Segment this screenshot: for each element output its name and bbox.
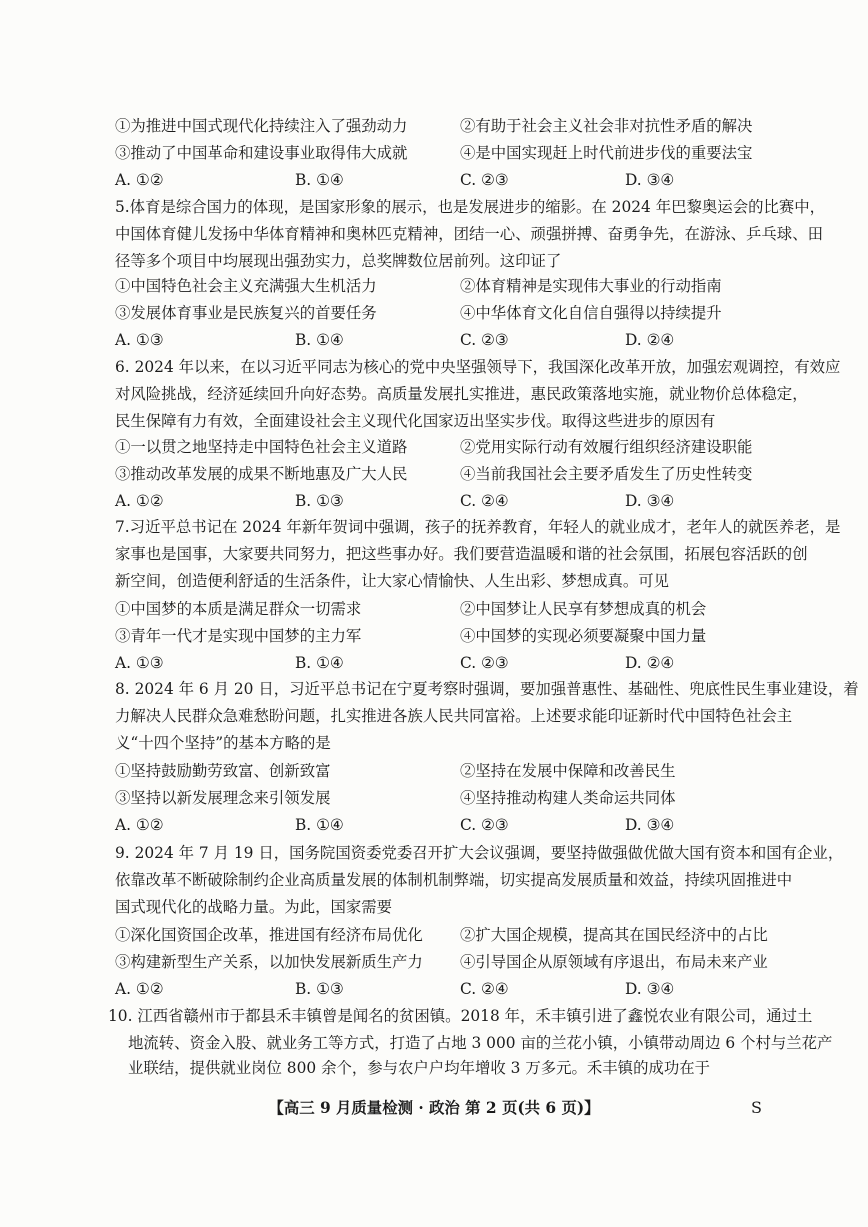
q4-option-4: ④是中国实现赶上时代前进步伐的重要法宝 — [460, 144, 753, 162]
footer-version-mark: S — [751, 1098, 762, 1117]
q7-option-4: ④中国梦的实现必须要凝聚中国力量 — [460, 627, 707, 645]
q9-stem-line-3: 国式现代化的战略力量。为此，国家需要 — [115, 898, 393, 916]
q6-stem-line-2: 对风险挑战，经济延续回升向好态势。高质量发展扎实推进，惠民政策落地实施，就业物价总体稳定， — [115, 385, 808, 403]
q6-answer-a: A. ①② — [115, 492, 164, 510]
q7-option-2: ②中国梦让人民享有梦想成真的机会 — [460, 600, 707, 618]
q5-answer-c: C. ②③ — [460, 331, 509, 349]
q5-option-4: ④中华体育文化自信自强得以持续提升 — [460, 304, 722, 322]
q6-option-4: ④当前我国社会主要矛盾发生了历史性转变 — [460, 465, 753, 483]
q9-answer-c: C. ②④ — [460, 980, 509, 998]
q5-stem-line-1: 5.体育是综合国力的体现，是国家形象的展示，也是发展进步的缩影。在 2024 年巴黎奥运会的比赛中， — [115, 198, 826, 216]
q7-stem-line-2: 家事也是国事，大家要共同努力，把这些事办好。我们要营造温暖和谐的社会氛围，拓展包容活跃的创 — [115, 545, 808, 563]
q9-answer-b: B. ①③ — [295, 980, 344, 998]
q8-option-4: ④坚持推动构建人类命运共同体 — [460, 789, 676, 807]
q8-answer-a: A. ①② — [115, 816, 164, 834]
q9-option-2: ②扩大国企规模，提高其在国民经济中的占比 — [460, 926, 768, 944]
q6-answer-c: C. ②④ — [460, 492, 509, 510]
q8-stem-line-3: 义“十四个坚持”的基本方略的是 — [115, 734, 331, 752]
q6-option-2: ②党用实际行动有效履行组织经济建设职能 — [460, 438, 753, 456]
q7-stem-line-1: 7.习近平总书记在 2024 年新年贺词中强调，孩子的抚养教育，年轻人的就业成才，老年人的就医养老，是 — [115, 518, 841, 536]
q9-stem-line-2: 依靠改革不断破除制约企业高质量发展的体制机制弊端，切实提高发展质量和效益，持续巩固推进中 — [115, 871, 793, 889]
q5-answer-d: D. ②④ — [625, 331, 675, 349]
q4-answer-b: B. ①④ — [295, 171, 344, 189]
q7-option-1: ①中国梦的本质是满足群众一切需求 — [115, 600, 362, 618]
q4-answer-c: C. ②③ — [460, 171, 509, 189]
q7-answer-d: D. ②④ — [625, 654, 675, 672]
q5-stem-line-3: 径等多个项目中均展现出强劲实力，总奖牌数位居前列。这印证了 — [115, 252, 562, 270]
q9-answer-d: D. ③④ — [625, 980, 675, 998]
q6-option-3: ③推动改革发展的成果不断地惠及广大人民 — [115, 465, 408, 483]
q8-stem-line-1: 8. 2024 年 6 月 20 日，习近平总书记在宁夏考察时强调，要加强普惠性、基础性、兜底性民生事业建设，着 — [115, 680, 859, 698]
q10-stem-line-1: 10. 江西省赣州市于都县禾丰镇曾是闻名的贫困镇。2018 年，禾丰镇引进了鑫悦农业有限公司，通过土 — [108, 1007, 813, 1025]
q6-option-1: ①一以贯之地坚持走中国特色社会主义道路 — [115, 438, 408, 456]
q4-answer-a: A. ①② — [115, 171, 164, 189]
q5-option-1: ①中国特色社会主义充满强大生机活力 — [115, 277, 377, 295]
q7-option-3: ③青年一代才是实现中国梦的主力军 — [115, 627, 362, 645]
q6-answer-d: D. ③④ — [625, 492, 675, 510]
q6-answer-b: B. ①③ — [295, 492, 344, 510]
q9-option-4: ④引导国企从原领域有序退出，布局未来产业 — [460, 953, 768, 971]
q5-option-2: ②体育精神是实现伟大事业的行动指南 — [460, 277, 722, 295]
q10-stem-line-3: 业联结，提供就业岗位 800 余个，参与农户户均年增收 3 万多元。禾丰镇的成功在于 — [128, 1059, 711, 1077]
q6-stem-line-1: 6. 2024 年以来，在以习近平同志为核心的党中央坚强领导下，我国深化改革开放，加强宏观调控，有效应 — [115, 358, 841, 376]
page-footer: 【高三 9 月质量检测 · 政治 第 2 页(共 6 页)】 — [268, 1099, 600, 1117]
q4-answer-d: D. ③④ — [625, 171, 675, 189]
q10-stem-line-2: 地流转、资金入股、就业务工等方式，打造了占地 3 000 亩的兰花小镇，小镇带动周边 6 个村与兰花产 — [128, 1034, 833, 1052]
q7-answer-b: B. ①④ — [295, 654, 344, 672]
q5-option-3: ③发展体育事业是民族复兴的首要任务 — [115, 304, 377, 322]
q4-option-2: ②有助于社会主义社会非对抗性矛盾的解决 — [460, 117, 753, 135]
q5-answer-b: B. ①④ — [295, 331, 344, 349]
q7-answer-a: A. ①③ — [115, 654, 164, 672]
q7-stem-line-3: 新空间，创造便利舒适的生活条件，让大家心情愉快、人生出彩、梦想成真。可见 — [115, 572, 670, 590]
q8-option-1: ①坚持鼓励勤劳致富、创新致富 — [115, 762, 331, 780]
q9-answer-a: A. ①② — [115, 980, 164, 998]
q8-option-2: ②坚持在发展中保障和改善民生 — [460, 762, 676, 780]
q8-answer-d: D. ③④ — [625, 816, 675, 834]
q8-option-3: ③坚持以新发展理念来引领发展 — [115, 789, 331, 807]
q7-answer-c: C. ②③ — [460, 654, 509, 672]
q9-option-3: ③构建新型生产关系，以加快发展新质生产力 — [115, 953, 423, 971]
q8-answer-b: B. ①④ — [295, 816, 344, 834]
q6-stem-line-3: 民生保障有力有效，全面建设社会主义现代化国家迈出坚实步伐。取得这些进步的原因有 — [115, 412, 716, 430]
q4-option-3: ③推动了中国革命和建设事业取得伟大成就 — [115, 144, 408, 162]
q9-option-1: ①深化国资国企改革，推进国有经济布局优化 — [115, 926, 423, 944]
q8-answer-c: C. ②③ — [460, 816, 509, 834]
q8-stem-line-2: 力解决人民群众急难愁盼问题，扎实推进各族人民共同富裕。上述要求能印证新时代中国特色社会主 — [115, 707, 793, 725]
q9-stem-line-1: 9. 2024 年 7 月 19 日，国务院国资委党委召开扩大会议强调，要坚持做强做优做大国有资本和国有企业， — [115, 844, 844, 862]
q5-answer-a: A. ①③ — [115, 331, 164, 349]
q5-stem-line-2: 中国体育健儿发扬中华体育精神和奥林匹克精神，团结一心、顽强拼搏、奋勇争先，在游泳、乒乓球、田 — [115, 225, 823, 243]
q4-option-1: ①为推进中国式现代化持续注入了强劲动力 — [115, 117, 408, 135]
